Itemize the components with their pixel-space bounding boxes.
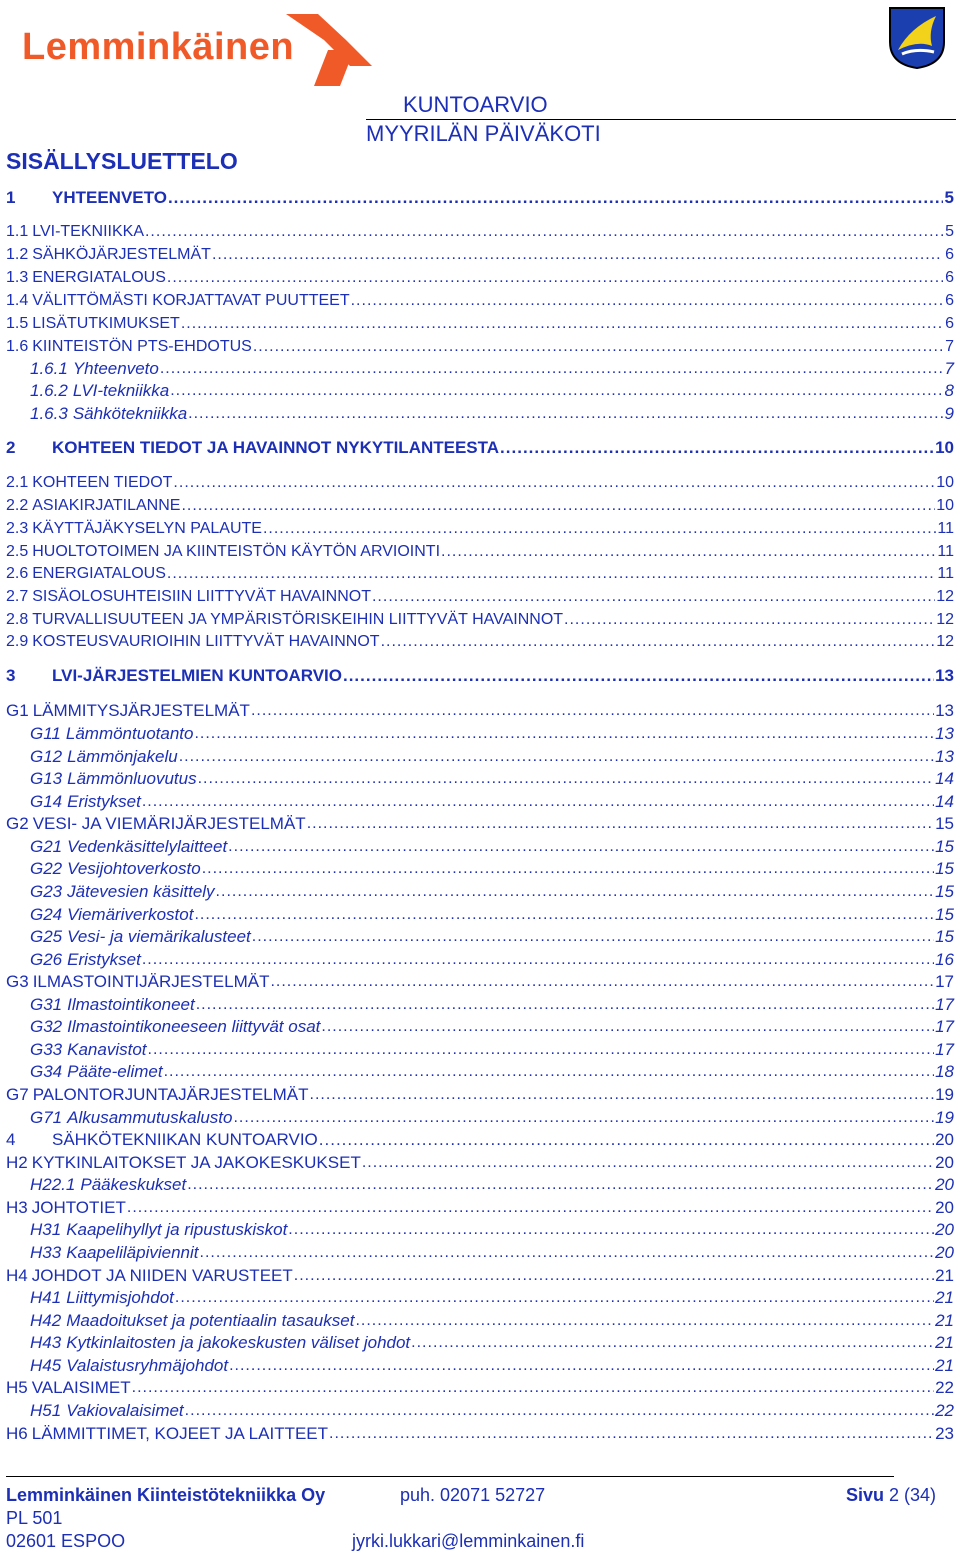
toc-leader-dots [564, 609, 935, 631]
toc-entry-title: KIINTEISTÖN PTS-EHDOTUS [32, 338, 252, 355]
toc-entry-number: H4 [6, 1266, 28, 1285]
toc-entry-title: Alkusammutuskalusto [67, 1108, 233, 1127]
toc-entry-page: 15 [935, 859, 954, 878]
toc-entry-title: TURVALLISUUTEEN JA YMPÄRISTÖRISKEIHIN LIITTYVÄT HAVAINNOT [32, 611, 564, 628]
toc-entry-number: G3 [6, 972, 29, 991]
toc-entry-page: 20 [935, 1220, 954, 1239]
toc-entry-page: 15 [935, 814, 954, 833]
toc-entry-title: LVI-TEKNIIKKA [32, 223, 144, 240]
toc-leader-dots [500, 437, 934, 459]
toc-leader-dots [187, 1174, 934, 1196]
toc-entry-title: KYTKINLAITOKSET JA JAKOKESKUKSET [31, 1153, 361, 1172]
footer-company: Lemminkäinen Kiinteistötekniikka Oy [6, 1485, 326, 1505]
toc-entry-page: 21 [935, 1333, 954, 1352]
toc-entry[interactable] [30, 926, 954, 948]
toc-leader-dots [196, 994, 934, 1016]
toc-entry-number: 1.6.2 [30, 381, 68, 400]
toc-entry-title: YHTEENVETO [52, 188, 167, 207]
toc-entry-title: VÄLITTÖMÄSTI KORJATTAVAT PUUTTEET [32, 292, 350, 309]
toc-leader-dots [185, 1400, 934, 1422]
toc-entry-title: Viemäriverkostot [67, 905, 194, 924]
toc-entry-title: HUOLTOTOIMEN JA KIINTEISTÖN KÄYTÖN ARVIOINTI [32, 543, 441, 560]
toc-entry[interactable] [6, 813, 954, 835]
toc-leader-dots [145, 221, 943, 243]
toc-leader-dots [411, 1332, 934, 1354]
toc-entry-title: Pääte-elimet [67, 1062, 163, 1081]
toc-entry-page: 6 [945, 269, 954, 286]
toc-leader-dots [142, 791, 934, 813]
footer-divider [6, 1476, 894, 1477]
toc-leader-dots [253, 336, 943, 358]
toc-leader-dots [228, 836, 934, 858]
toc-entry[interactable] [30, 836, 954, 858]
toc-leader-dots [233, 1107, 934, 1129]
toc-entry[interactable] [6, 313, 954, 335]
toc-leader-dots [212, 244, 943, 266]
toc-leader-dots [229, 1355, 934, 1377]
toc-entry-title: Sähkötekniikka [72, 404, 188, 423]
toc-entry-title: Yhteenveto [72, 359, 159, 378]
toc-leader-dots [362, 1152, 934, 1174]
toc-entry[interactable] [30, 1287, 954, 1309]
toc-entry[interactable] [6, 1084, 954, 1106]
toc-entry[interactable] [30, 904, 954, 926]
toc-entry-page: 7 [944, 359, 954, 378]
toc-leader-dots [441, 541, 936, 563]
toc-leader-dots [200, 1242, 935, 1264]
toc-entry-title: Maadoitukset ja potentiaalin tasaukset [66, 1311, 355, 1330]
toc-entry-page: 15 [935, 837, 954, 856]
toc-entry-number: 1.6.1 [30, 359, 68, 378]
toc-entry-number: G11 [30, 724, 61, 743]
toc-entry[interactable] [30, 1332, 954, 1354]
toc-entry[interactable] [6, 700, 954, 722]
toc-entry-number: 1.5 [6, 315, 29, 332]
toc-entry[interactable] [6, 244, 954, 266]
toc-entry-title: KOHTEEN TIEDOT JA HAVAINNOT NYKYTILANTEESTA [52, 438, 500, 457]
toc-entry[interactable] [6, 472, 954, 494]
toc-entry[interactable] [6, 1265, 954, 1287]
toc-entry-page: 17 [935, 972, 954, 991]
toc-leader-dots [270, 971, 934, 993]
toc-entry-title: KOHTEEN TIEDOT [32, 474, 173, 491]
toc-entry-number: 2.7 [6, 588, 29, 605]
toc-entry[interactable] [30, 1400, 954, 1422]
toc-entry[interactable] [30, 746, 954, 768]
toc-entry-title: Vesi- ja viemärikalusteet [67, 927, 251, 946]
toc-entry-title: Jätevesien käsittely [67, 882, 215, 901]
toc-entry[interactable] [30, 858, 954, 880]
toc-entry-page: 17 [935, 995, 954, 1014]
toc-entry-title: SÄHKÖTEKNIIKAN KUNTOARVIO [52, 1130, 318, 1149]
toc-leader-dots [167, 267, 943, 289]
toc-entry-number: G1 [6, 701, 29, 720]
toc-entry-title: JOHTOTIET [31, 1198, 126, 1217]
toc-entry[interactable] [30, 1039, 954, 1061]
toc-leader-dots [167, 563, 936, 585]
toc-entry-title: LÄMMITTIMET, KOJEET JA LAITTEET [31, 1424, 329, 1443]
toc-entry-title: KÄYTTÄJÄKYSELYN PALAUTE [32, 520, 262, 537]
toc-entry-number: 1.2 [6, 246, 29, 263]
toc-entry-number: G22 [30, 859, 63, 878]
toc-entry-page: 10 [936, 497, 954, 514]
toc-entry-title: LÄMMITYSJÄRJESTELMÄT [32, 701, 250, 720]
toc-leader-dots [142, 949, 934, 971]
toc-entry-number: G12 [30, 747, 63, 766]
toc-entry-page: 16 [935, 950, 954, 969]
toc-entry-number: H33 [30, 1243, 62, 1262]
footer-page-label: Sivu [846, 1485, 885, 1505]
toc-entry[interactable] [6, 336, 954, 358]
toc-entry-page: 14 [935, 769, 954, 788]
logo-arrow-icon [284, 10, 374, 88]
toc-entry-title: Liittymisjohdot [66, 1288, 174, 1307]
toc-entry-number: 1.6.3 [30, 404, 68, 423]
toc-entry-number: H6 [6, 1424, 28, 1443]
toc-entry-number: H41 [30, 1288, 62, 1307]
toc-leader-dots [188, 403, 943, 425]
toc-leader-dots [181, 495, 935, 517]
toc-entry[interactable] [6, 1129, 954, 1151]
toc-entry-title: Lämmöntuotanto [65, 724, 194, 743]
toc-leader-dots [168, 187, 943, 209]
toc-entry-title: Lämmönluovutus [67, 769, 197, 788]
toc-entry-page: 12 [936, 633, 954, 650]
toc-entry[interactable] [6, 971, 954, 993]
toc-entry-page: 22 [935, 1401, 954, 1420]
toc-entry-number: G33 [30, 1040, 63, 1059]
toc-entry[interactable] [6, 290, 954, 312]
toc-entry[interactable] [30, 1219, 954, 1241]
toc-entry-title: LVI-JÄRJESTELMIEN KUNTOARVIO [52, 666, 342, 685]
toc-entry[interactable] [6, 586, 954, 608]
toc-entry-title: Vakiovalaisimet [66, 1401, 184, 1420]
toc-entry[interactable] [6, 665, 954, 687]
toc-leader-dots [252, 926, 934, 948]
toc-entry-page: 12 [936, 611, 954, 628]
toc-entry-title: VESI- JA VIEMÄRIJÄRJESTELMÄT [32, 814, 306, 833]
toc-entry-page: 11 [937, 520, 954, 537]
toc-entry-page: 21 [935, 1311, 954, 1330]
toc-entry-number: G14 [30, 792, 63, 811]
toc-entry-title: Ilmastointikoneeseen liittyvät osat [67, 1017, 321, 1036]
toc-entry-title: LISÄTUTKIMUKSET [32, 315, 180, 332]
toc-entry-title: Kaapeliläpiviennit [66, 1243, 199, 1262]
toc-entry-title: JOHDOT JA NIIDEN VARUSTEET [31, 1266, 293, 1285]
toc-leader-dots [372, 586, 935, 608]
toc-entry-number: G2 [6, 814, 29, 833]
toc-entry-page: 10 [935, 438, 954, 457]
toc-entry-page: 11 [937, 565, 954, 582]
toc-entry-number: G25 [30, 927, 63, 946]
toc-leader-dots [329, 1423, 934, 1445]
toc-entry-number: 2.5 [6, 543, 29, 560]
toc-entry-title: Vedenkäsittelylaitteet [67, 837, 228, 856]
toc-entry-page: 11 [937, 543, 954, 560]
toc-entry[interactable] [30, 403, 954, 425]
toc-entry-number: H2 [6, 1153, 28, 1172]
toc-entry-number: 1 [6, 188, 16, 207]
toc-entry-number: 1.4 [6, 292, 29, 309]
toc-entry-title: VALAISIMET [31, 1378, 131, 1397]
toc-entry-number: H42 [30, 1311, 62, 1330]
toc-entry-page: 15 [935, 882, 954, 901]
footer-page-number [846, 1485, 936, 1506]
toc-entry[interactable] [6, 221, 954, 243]
toc-entry[interactable] [30, 1242, 954, 1264]
toc-entry-page: 5 [945, 223, 954, 240]
toc-entry-number: 1.1 [6, 223, 29, 240]
footer-email[interactable]: jyrki.lukkari@lemminkainen.fi [352, 1531, 585, 1551]
toc-entry-page: 20 [935, 1153, 954, 1172]
toc-leader-dots [288, 1219, 934, 1241]
toc-entry[interactable] [6, 187, 954, 209]
toc-entry[interactable] [30, 1061, 954, 1083]
toc-heading: SISÄLLYSLUETTELO [6, 148, 238, 174]
toc-entry[interactable] [6, 267, 954, 289]
toc-entry-number: G32 [30, 1017, 63, 1036]
toc-entry[interactable] [30, 791, 954, 813]
municipal-crest-icon [888, 6, 946, 70]
toc-entry-title: Lämmönjakelu [67, 747, 178, 766]
toc-entry[interactable] [6, 437, 954, 459]
toc-entry-number: 2.6 [6, 565, 29, 582]
toc-entry[interactable] [30, 723, 954, 745]
toc-entry-number: G31 [30, 995, 63, 1014]
toc-entry-page: 9 [944, 404, 954, 423]
toc-entry[interactable] [30, 949, 954, 971]
toc-entry[interactable] [6, 563, 954, 585]
toc-leader-dots [319, 1129, 934, 1151]
toc-entry-number: G26 [30, 950, 63, 969]
toc-entry-number: G24 [30, 905, 63, 924]
toc-entry[interactable] [6, 1377, 954, 1399]
toc-entry[interactable] [6, 1423, 954, 1445]
toc-entry[interactable] [6, 541, 954, 563]
toc-entry-page: 6 [945, 246, 954, 263]
toc-entry[interactable] [30, 1016, 954, 1038]
toc-entry-number: 3 [6, 666, 16, 685]
toc-leader-dots [170, 380, 943, 402]
document-title: KUNTOARVIO [403, 92, 548, 117]
toc-leader-dots [127, 1197, 934, 1219]
toc-entry-number: G34 [30, 1062, 63, 1081]
toc-entry[interactable] [30, 768, 954, 790]
toc-leader-dots [194, 904, 934, 926]
toc-entry-page: 15 [935, 905, 954, 924]
toc-entry-title: ENERGIATALOUS [32, 565, 166, 582]
toc-entry-page: 13 [935, 724, 954, 743]
toc-entry-title: Ilmastointikoneet [67, 995, 195, 1014]
toc-entry[interactable] [6, 1197, 954, 1219]
toc-entry-number: 2 [6, 438, 16, 457]
toc-entry-page: 21 [935, 1266, 954, 1285]
toc-entry-title: PALONTORJUNTAJÄRJESTELMÄT [32, 1085, 309, 1104]
toc-leader-dots [263, 518, 936, 540]
toc-entry-title: Eristykset [67, 792, 141, 811]
toc-entry-number: G7 [6, 1085, 29, 1104]
document-subtitle: MYYRILÄN PÄIVÄKOTI [366, 121, 601, 146]
toc-entry-title: SISÄOLOSUHTEISIIN LIITTYVÄT HAVAINNOT [32, 588, 371, 605]
toc-leader-dots [198, 768, 934, 790]
toc-leader-dots [160, 358, 943, 380]
toc-entry-title: Kanavistot [67, 1040, 147, 1059]
toc-entry[interactable] [30, 1355, 954, 1377]
toc-entry-page: 20 [935, 1130, 954, 1149]
toc-entry-page: 20 [935, 1243, 954, 1262]
company-logo [22, 10, 352, 85]
toc-leader-dots [179, 746, 934, 768]
toc-entry-page: 13 [935, 666, 954, 685]
toc-entry-page: 5 [944, 188, 954, 207]
toc-leader-dots [202, 858, 934, 880]
toc-entry-number: H31 [30, 1220, 62, 1239]
toc-entry-number: 1.6 [6, 338, 29, 355]
toc-entry-page: 10 [936, 474, 954, 491]
footer-address-line2: 02601 ESPOO [6, 1531, 126, 1551]
toc-entry-title: Valaistusryhmäjohdot [66, 1356, 229, 1375]
toc-entry-page: 6 [945, 292, 954, 309]
toc-entry[interactable] [6, 518, 954, 540]
toc-entry-number: G21 [30, 837, 63, 856]
toc-leader-dots [164, 1061, 935, 1083]
toc-leader-dots [321, 1016, 934, 1038]
toc-entry-number: G13 [30, 769, 63, 788]
toc-entry[interactable] [30, 994, 954, 1016]
toc-leader-dots [251, 700, 934, 722]
toc-entry[interactable] [6, 495, 954, 517]
toc-entry-title: ASIAKIRJATILANNE [32, 497, 181, 514]
toc-entry-page: 15 [935, 927, 954, 946]
footer-phone: puh. 02071 52727 [400, 1485, 546, 1505]
toc-entry-number: H51 [30, 1401, 62, 1420]
toc-entry-number: G23 [30, 882, 63, 901]
toc-entry-page: 21 [935, 1356, 954, 1375]
toc-entry-page: 18 [935, 1062, 954, 1081]
toc-entry-page: 6 [945, 315, 954, 332]
header-divider [366, 119, 956, 120]
toc-entry-title: Pääkeskukset [80, 1175, 187, 1194]
toc-entry-page: 17 [935, 1040, 954, 1059]
toc-entry[interactable] [6, 631, 954, 653]
toc-entry-title: Kytkinlaitosten ja jakokeskusten väliset johdot [66, 1333, 411, 1352]
logo-wordmark: Lemminkäinen [22, 26, 295, 68]
toc-entry-number: 2.9 [6, 633, 29, 650]
toc-entry[interactable] [6, 609, 954, 631]
toc-entry-number: 2.2 [6, 497, 29, 514]
toc-entry-page: 7 [945, 338, 954, 355]
toc-entry-page: 20 [935, 1198, 954, 1217]
footer-address-line1: PL 501 [6, 1508, 63, 1528]
toc-entry-number: 2.8 [6, 611, 29, 628]
toc-entry-title: Eristykset [67, 950, 141, 969]
toc-entry-title: KOSTEUSVAURIOIHIN LIITTYVÄT HAVAINNOT [32, 633, 380, 650]
toc-leader-dots [181, 313, 943, 335]
toc-entry-page: 13 [935, 701, 954, 720]
toc-leader-dots [294, 1265, 934, 1287]
toc-entry-page: 19 [935, 1108, 954, 1127]
toc-entry[interactable] [6, 1152, 954, 1174]
toc-entry-page: 21 [935, 1288, 954, 1307]
toc-leader-dots [355, 1310, 934, 1332]
toc-entry-page: 23 [935, 1424, 954, 1443]
toc-entry-page: 8 [944, 381, 954, 400]
toc-leader-dots [175, 1287, 934, 1309]
toc-leader-dots [173, 472, 935, 494]
toc-entry-page: 19 [935, 1085, 954, 1104]
toc-entry-page: 13 [935, 747, 954, 766]
toc-entry-page: 12 [936, 588, 954, 605]
toc-entry-title: Vesijohtoverkosto [67, 859, 201, 878]
toc-entry[interactable] [30, 1174, 954, 1196]
toc-entry-title: ENERGIATALOUS [32, 269, 166, 286]
toc-leader-dots [307, 813, 934, 835]
toc-entry-number: 2.3 [6, 520, 29, 537]
toc-leader-dots [216, 881, 935, 903]
toc-entry-number: H5 [6, 1378, 28, 1397]
toc-entry[interactable] [30, 380, 954, 402]
toc-entry-number: G71 [30, 1108, 63, 1127]
footer-page-info: 2 (34) [889, 1485, 937, 1505]
toc-entry-number: H45 [30, 1356, 62, 1375]
toc-leader-dots [343, 665, 934, 687]
toc-entry[interactable] [30, 358, 954, 380]
toc-entry-page: 20 [935, 1175, 954, 1194]
toc-entry-number: H3 [6, 1198, 28, 1217]
toc-entry-page: 17 [935, 1017, 954, 1036]
toc-leader-dots [381, 631, 936, 653]
toc-leader-dots [194, 723, 934, 745]
toc-entry-title: LVI-tekniikka [72, 381, 170, 400]
toc-leader-dots [351, 290, 943, 312]
toc-entry-number: 4 [6, 1130, 16, 1149]
toc-entry[interactable] [30, 1310, 954, 1332]
toc-entry[interactable] [30, 881, 954, 903]
toc-entry-title: ILMASTOINTIJÄRJESTELMÄT [32, 972, 270, 991]
toc-entry-number: 2.1 [6, 474, 29, 491]
toc-entry-title: SÄHKÖJÄRJESTELMÄT [32, 246, 211, 263]
toc-entry-title: Kaapelihyllyt ja ripustuskiskot [66, 1220, 288, 1239]
toc-entry-number: H43 [30, 1333, 62, 1352]
toc-entry-page: 22 [935, 1378, 954, 1397]
toc-entry-page: 14 [935, 792, 954, 811]
toc-entry[interactable] [30, 1107, 954, 1129]
toc-leader-dots [310, 1084, 935, 1106]
toc-entry-number: 1.3 [6, 269, 29, 286]
toc-entry-number: H22.1 [30, 1175, 76, 1194]
toc-leader-dots [132, 1377, 934, 1399]
toc-leader-dots [148, 1039, 935, 1061]
